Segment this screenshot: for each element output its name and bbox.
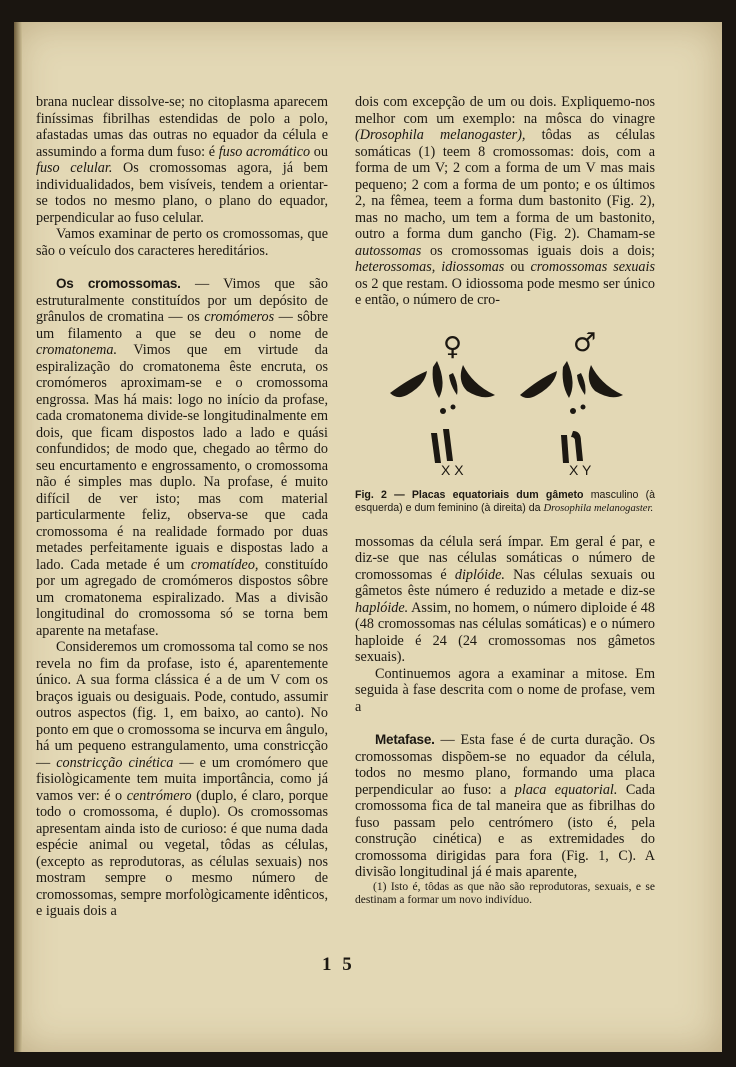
chromosome-v-arm: [563, 361, 573, 398]
paragraph: mossomas da célula será ímpar. Em geral é par, e diz-se que nas células somáticas o número de cromossomas é diplóide. Nas células sexuais ou gâmetos êste número é reduzido a metade e diz-se haplóide. Assim, no homem, o número diploide é 48 (48 cromossomas nas células somáticas) e o número haploide é 24 (24 cromossomas nos gâmetos sexuais).: [355, 533, 655, 665]
figure-2-chromosome-plates: [355, 323, 655, 483]
figure-caption: Fig. 2 — Placas equatoriais dum gâmeto masculino (à esquerda) e dum feminino (à direita) da Drosophila melanogaster.: [355, 488, 656, 514]
chromosome-rod: [443, 429, 453, 461]
paragraph: Vamos examinar de perto os cromossomas, que são o veículo dos caracteres hereditários.: [36, 226, 328, 259]
chromosome-v-arm: [449, 373, 458, 395]
chromosome-dot: [570, 408, 576, 414]
page-number: 1 5: [322, 954, 355, 975]
chromosome-dot: [451, 404, 456, 409]
chromosome-v-arm: [433, 361, 443, 398]
section-paragraph: Metafase. — Esta fase é de curta duração. Os cromossomas dispõem-se no equador da célula, todos no mesmo plano, formando uma placa perpendicular ao fuso: a placa equatorial. Cada cromossoma fica de tal maneira que as fibrilhas do fuso passam pelo centrómero (isto é, pela construção cinética) e as extremidades do cromossoma dirigidas para fora (Fig. 1, C). A divisão longitudinal já é mais aparente,: [355, 732, 656, 880]
male-xy-label: X Y: [569, 461, 592, 478]
male-symbol: ♂: [573, 327, 597, 358]
female-symbol: ♀: [443, 331, 463, 362]
chromosome-v-arm: [589, 365, 623, 397]
section-heading: Os cromossomas.: [56, 276, 181, 291]
paragraph: brana nuclear dissolve-se; no citoplasma aparecem finíssimas fibrilhas estendidas de polo a polo, afastadas umas das outras no equador da célula e assumindo a forma dum fuso: é fuso acromático ou fuso celular. Os cromossomas agora, já bem individualidados, bem visíveis, tendem a orientar-se todos no mesmo plano, o plano do equador, perpendicular ao fuso celular.: [36, 94, 328, 226]
chromosome-rod: [561, 435, 569, 463]
chromosome-v-arm: [461, 365, 495, 397]
chromosome-illustration: [355, 323, 655, 483]
chromosome-dot: [440, 408, 446, 414]
chromosome-dot: [581, 404, 586, 409]
chromosome-hook: [571, 431, 583, 461]
paragraph: dois com excepção de um ou dois. Expliquemo-nos melhor com um exemplo: na môsca do vinagre (Drosophila melanogaster), tôdas as células somáticas (1) teem 8 cromossomas: dois, com a forma de um V; 2 com a forma de um V mas mais pequeno; 2 com a forma de um ponto; e os últimos 2, na fêmea, teem a forma dum bastonito (Fig. 2), mas no macho, um tem a forma de um bastonito, outro a forma dum gancho (Fig. 2). Chamam-se autossomas os cromossomas iguais dois a dois; heterossomas, idiossomas ou cromossomas sexuais os 2 que restam. O idiossoma pode mesmo ser único e então, o número de cro-: [355, 94, 655, 308]
chromosome-v-arm: [520, 371, 557, 398]
section-heading: Metafase.: [375, 732, 435, 747]
female-xx-label: X X: [441, 461, 464, 478]
footnote: (1) Isto é, tôdas as que não são reprodutoras, sexuais, e se destinam a formar um novo indivíduo.: [355, 880, 655, 906]
chromosome-rod: [431, 433, 441, 463]
book-page: [14, 22, 722, 1052]
right-column: [355, 94, 655, 907]
page-spine: [14, 22, 22, 1052]
paragraph: Consideremos um cromossoma tal como se nos revela no fim da profase, isto é, aparentemente único. A sua forma clássica é a de um V com os braços iguais ou desiguais. Pode, contudo, assumir outros aspectos (fig. 1, em baixo, ao canto). No ponto em que o cromossoma se incurva em ângulo, há um pequeno estrangulamento, uma constricção — constricção cinética — e um cromómero que fisiològicamente tem muita importância, como já vamos ver: é o centrómero (duplo, é claro, porque todo o cromossoma, é duplo). Os cromossomas apresentam ainda isto de curioso: é que numa dada espécie animal ou vegetal, tôdas as células, (excepto as reprodutoras, as células sexuais) nos mostram sempre o mesmo número de cromossomas, sempre morfològicamente idênticos, e iguais dois a: [36, 639, 328, 919]
paragraph: Continuemos agora a examinar a mitose. Em seguida à fase descrita com o nome de profase, vem a: [355, 665, 655, 715]
chromosome-v-arm: [577, 373, 586, 395]
left-column: [36, 94, 328, 920]
section-paragraph: Os cromossomas. — Vimos que são estruturalmente constituídos por um depósito de grânulos de cromatina — os cromómeros — sôbre um filamento a que se deu o nome de cromatonema. Vimos que em virtude da espiralização do cromatonema êste encruta, os cromómeros aproximam-se e o cromossoma engrossa. Mas há mais: logo no início da profase, cada cromatonema divide-se longitudinalmente em dois, que ficam dispostos lado a lado e quási confundidos; de modo que, chegado ao têrmo do seu encurtamento e engrossamento, o cromossoma não é simples mas duplo. Na profase, é muito difícil de ver isto; mas com material particularmente feliz, observa-se que cada cromossoma é na realidade formado por duas metades perfeitamente iguais e dispostas lado a lado. Cada metade é um cromatídeo, constituído por um agregado de cromómeros dispostos sôbre um cromatonema espiralizado. Mas a divisão longitudinal do cromossoma só se torna bem aparente na metafase.: [36, 276, 329, 639]
chromosome-v-arm: [390, 371, 427, 397]
